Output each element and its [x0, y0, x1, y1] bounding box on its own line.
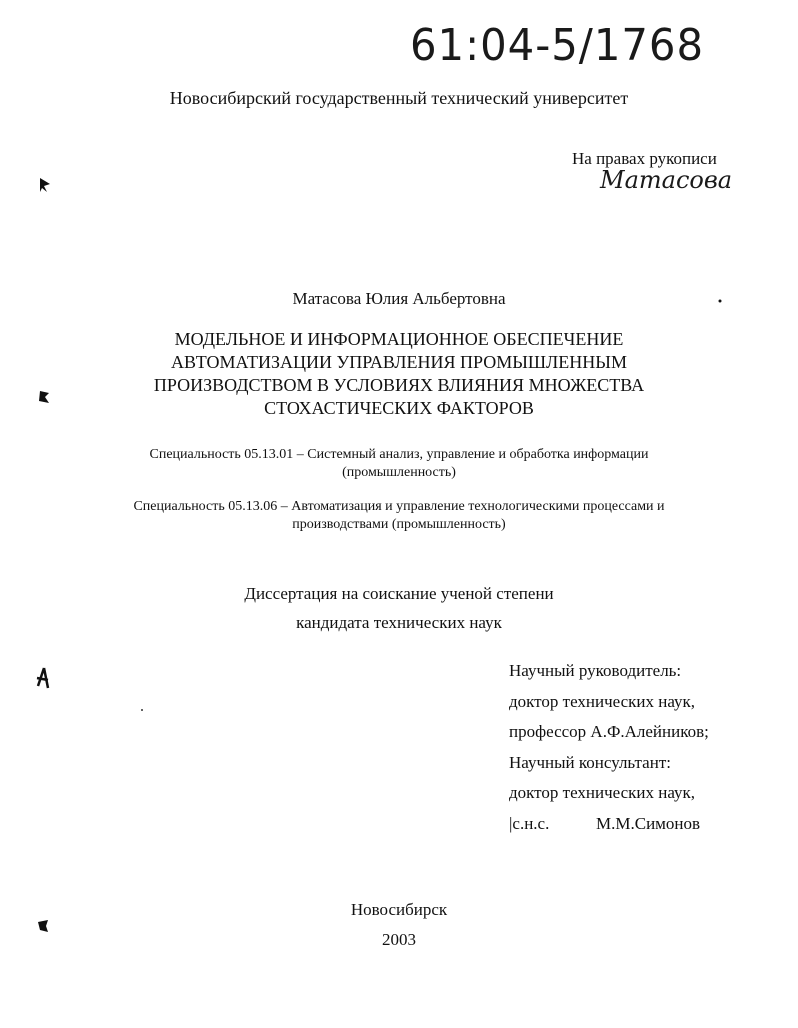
specialty-line: производствами (промышленность) [292, 517, 506, 532]
advisor-line: Научный консультант: [509, 752, 671, 772]
scan-mark-icon [34, 666, 52, 690]
university-name: Новосибирский государственный технический университет [169, 88, 629, 108]
scan-mark-icon [36, 918, 50, 934]
specialty-2 [0, 498, 798, 534]
title-line: АВТОМАТИЗАЦИИ УПРАВЛЕНИЯ ПРОМЫШЛЕННЫМ [171, 352, 627, 372]
dissertation-type: Диссертация на соискание ученой степени [244, 584, 554, 603]
scan-speck-icon [140, 697, 144, 701]
rights-notice: На правах рукописи [572, 149, 717, 168]
author-signature: Матасова [600, 166, 733, 194]
advisors-block [509, 661, 709, 845]
degree-name: кандидата технических наук [296, 613, 502, 632]
advisor-rank: |с.н.с. [509, 813, 550, 833]
specialty-line: Специальность 05.13.01 – Системный анализ, управление и обработка информации [149, 447, 649, 462]
scan-mark-icon [38, 176, 52, 194]
advisor-line: доктор технических наук, [509, 691, 696, 711]
title-line: ПРОИЗВОДСТВОМ В УСЛОВИЯХ ВЛИЯНИЯ МНОЖЕСТВА [153, 375, 645, 395]
advisor-line: профессор А.Ф.Алейников; [509, 722, 709, 742]
title-line: СТОХАСТИЧЕСКИХ ФАКТОРОВ [264, 398, 534, 418]
archive-stamp-code: 61:04-5/1768 [410, 20, 705, 71]
specialty-line: (промышленность) [342, 465, 456, 480]
advisor-line: доктор технических наук, [509, 783, 696, 803]
advisor-last-line [509, 814, 709, 845]
title-line: МОДЕЛЬНОЕ И ИНФОРМАЦИОННОЕ ОБЕСПЕЧЕНИЕ [174, 329, 624, 349]
scan-mark-icon [37, 389, 51, 405]
advisor-name: М.М.Симонов [596, 813, 701, 833]
dissertation-title [0, 328, 798, 420]
author-name: Матасова Юлия Альбертовна [292, 289, 506, 308]
scan-speck-icon [716, 290, 724, 298]
year: 2003 [382, 930, 416, 949]
specialty-1 [0, 446, 798, 482]
specialty-line: Специальность 05.13.06 – Автоматизация и управление технологическими процессами и [133, 499, 665, 514]
city: Новосибирск [350, 900, 448, 919]
advisor-line: Научный руководитель: [509, 661, 682, 680]
